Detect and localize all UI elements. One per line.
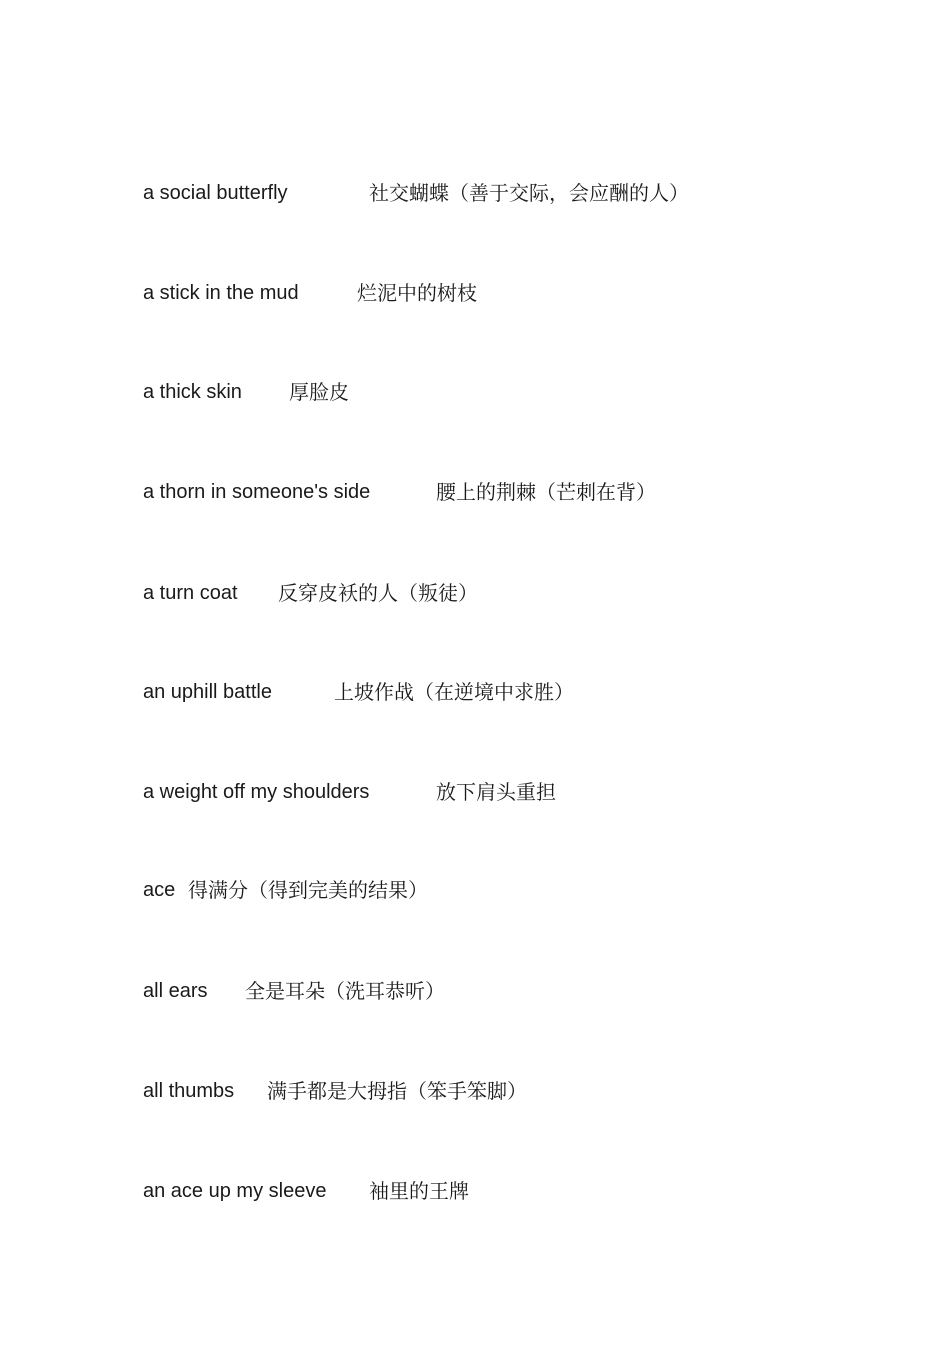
idiom-chinese: 烂泥中的树枝 <box>357 281 477 305</box>
idiom-chinese: 反穿皮袄的人（叛徒） <box>278 581 478 605</box>
idiom-chinese: 得满分（得到完美的结果） <box>188 878 428 902</box>
idiom-english: a turn coat <box>143 582 238 604</box>
idiom-chinese: 袖里的王牌 <box>369 1179 469 1203</box>
idiom-chinese: 放下肩头重担 <box>436 780 556 804</box>
idiom-english: all ears <box>143 980 208 1002</box>
idiom-chinese: 腰上的荆棘（芒刺在背） <box>436 480 656 504</box>
idiom-chinese: 全是耳朵（洗耳恭听） <box>245 979 445 1003</box>
idiom-chinese: 上坡作战（在逆境中求胜） <box>334 680 574 704</box>
idiom-chinese: 社交蝴蝶（善于交际，会应酬的人） <box>369 181 689 205</box>
idiom-english: a social butterfly <box>143 182 288 204</box>
idiom-english: an uphill battle <box>143 681 272 703</box>
idiom-english: ace <box>143 879 176 901</box>
idiom-english: an ace up my sleeve <box>143 1180 327 1202</box>
idiom-english: a weight off my shoulders <box>143 781 370 803</box>
idiom-english: a thick skin <box>143 381 242 403</box>
idiom-english: a thorn in someone's side <box>143 481 371 503</box>
idiom-english: all thumbs <box>143 1080 235 1102</box>
idiom-english: a stick in the mud <box>143 282 299 304</box>
idiom-chinese: 满手都是大拇指（笨手笨脚） <box>267 1079 527 1103</box>
idiom-chinese: 厚脸皮 <box>289 380 349 404</box>
